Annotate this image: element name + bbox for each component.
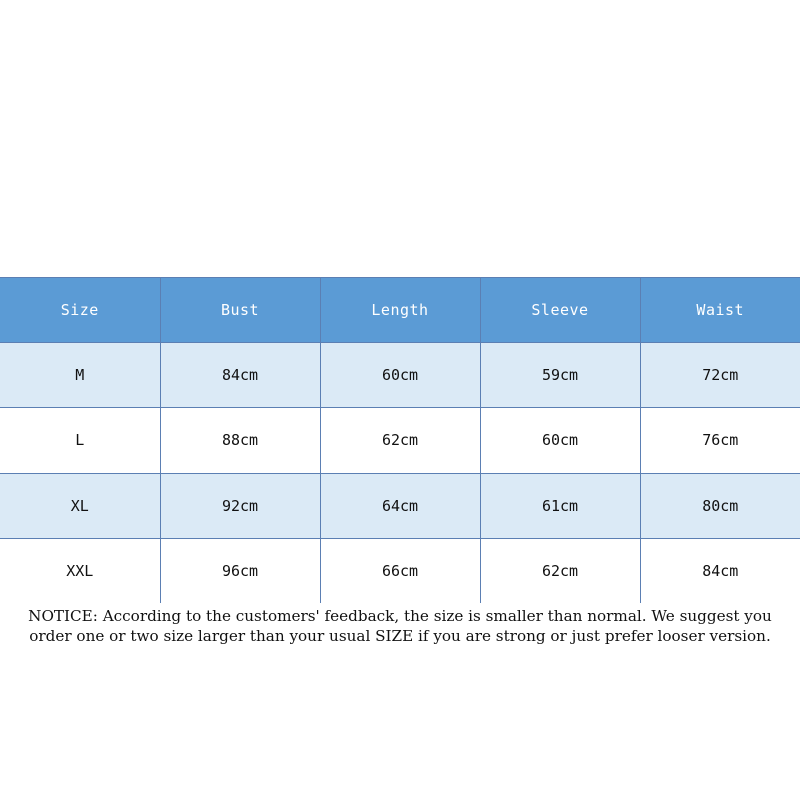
cell-sleeve: 61cm xyxy=(480,473,640,538)
header-cell-sleeve: Sleeve xyxy=(480,278,640,343)
table-row xyxy=(0,473,800,538)
cell-bust: 96cm xyxy=(160,538,320,603)
cell-bust: 84cm xyxy=(160,343,320,408)
cell-waist: 80cm xyxy=(640,473,800,538)
size-chart-body xyxy=(0,343,800,604)
cell-sleeve: 60cm xyxy=(480,408,640,473)
size-chart-header xyxy=(0,278,800,343)
cell-size: XXL xyxy=(0,538,160,603)
header-cell-waist: Waist xyxy=(640,278,800,343)
header-cell-bust: Bust xyxy=(160,278,320,343)
cell-length: 66cm xyxy=(320,538,480,603)
cell-waist: 76cm xyxy=(640,408,800,473)
header-row xyxy=(0,278,800,343)
cell-length: 62cm xyxy=(320,408,480,473)
header-cell-length: Length xyxy=(320,278,480,343)
cell-sleeve: 59cm xyxy=(480,343,640,408)
sizing-notice: NOTICE: According to the customers' feedback, the size is smaller than normal. We suggest you order one or two size larger than your usual SIZE if you are strong or just prefer looser version. xyxy=(28,607,772,645)
table-row xyxy=(0,538,800,603)
cell-bust: 88cm xyxy=(160,408,320,473)
table-row xyxy=(0,408,800,473)
cell-bust: 92cm xyxy=(160,473,320,538)
cell-size: M xyxy=(0,343,160,408)
cell-size: L xyxy=(0,408,160,473)
table-row xyxy=(0,343,800,408)
cell-size: XL xyxy=(0,473,160,538)
cell-waist: 72cm xyxy=(640,343,800,408)
header-cell-size: Size xyxy=(0,278,160,343)
cell-length: 60cm xyxy=(320,343,480,408)
cell-waist: 84cm xyxy=(640,538,800,603)
size-chart-table xyxy=(0,277,800,603)
cell-sleeve: 62cm xyxy=(480,538,640,603)
cell-length: 64cm xyxy=(320,473,480,538)
